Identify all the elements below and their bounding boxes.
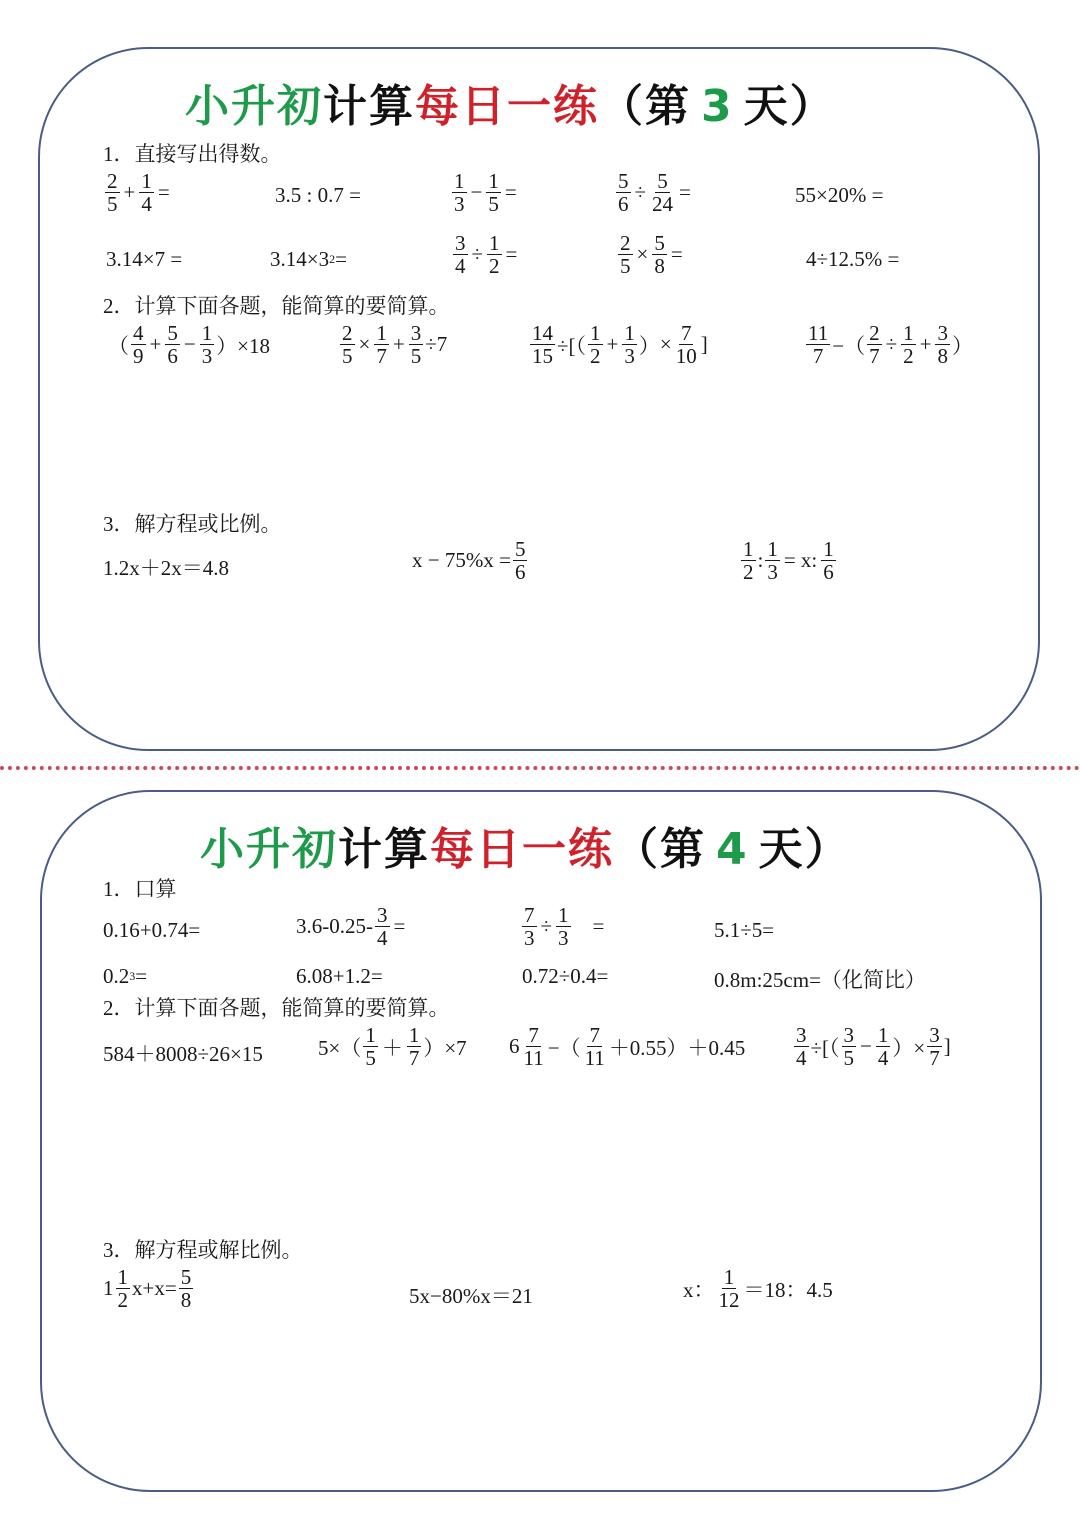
problem: $\frac{7}{3}$ ÷ $\frac{1}{3}$ = [524,903,605,951]
section-heading-1: 1．直接写出得数。 [103,142,282,166]
title-part: 计算 [338,824,430,875]
page-divider [0,766,1080,770]
problem: 0.2 3 = [103,964,148,988]
equation: $\frac{1}{2}$ : $\frac{1}{3}$ = x: $\frac{1}{6}$ [743,537,834,585]
problem: 6.08+1.2= [296,964,383,988]
problem: $\frac{2}{5}$ + $\frac{1}{4}$ = [107,169,170,217]
title-part: 小升初 [200,824,338,875]
section-heading-1: 1．口算 [103,877,177,901]
problem: $\frac{1}{3}$ − $\frac{1}{5}$ = [454,169,517,217]
equation: 5x−80%x＝21 [409,1284,533,1308]
title-part: 小升初 [185,81,323,132]
problem: $\frac{11}{7}$ −（ $\frac{2}{7}$ ÷ $\frac{1}{2}$ + $\frac{3}{8}$ ） [808,321,973,369]
problem: 6 $\frac{7}{11}$ −（ $\frac{7}{11}$ ＋0.55）＋0.45 [509,1023,746,1071]
title-part: 每日一练 [415,81,599,132]
problem: 0.16+0.74= [103,918,201,942]
problem: $\frac{14}{15}$ ÷[（ $\frac{1}{2}$ + $\frac{1}{3}$ ） × $\frac{7}{10}$ ] [532,321,708,369]
title-part: 每日一练 [430,824,614,875]
problem: （ $\frac{4}{9}$ + $\frac{5}{6}$ − $\frac{1}{3}$ ）×18 [108,321,271,369]
problem: 55×20% = [795,183,884,207]
problem: 3.6-0.25- $\frac{3}{4}$ = [296,903,406,951]
title-day-number: 3 [701,81,734,132]
equation: x − 75%x = $\frac{5}{6}$ [412,537,526,585]
equation: 1.2x＋2x＝4.8 [103,556,229,580]
section-heading-3: 3．解方程或解比例。 [103,1238,303,1262]
problem: 3.5 : 0.7 = [275,183,361,207]
page-title-day3 [185,70,836,134]
title-day-number: 4 [716,824,749,875]
page-title-day4 [200,813,851,877]
title-part: （第 [599,81,691,132]
title-part: 天） [743,81,836,132]
equation: 1 $\frac{1}{2}$ x+x= $\frac{5}{8}$ [103,1265,192,1313]
problem: 0.8m:25cm=（化简比） [714,968,926,992]
problem: 5.1÷5= [714,918,775,942]
section-heading-3: 3．解方程或比例。 [103,512,282,536]
section-heading-2: 2．计算下面各题，能简算的要简算。 [103,996,450,1020]
title-part: （第 [614,824,706,875]
problem: 584＋8008÷26×15 [103,1042,263,1066]
problem: 0.72÷0.4= [522,964,609,988]
problem: $\frac{3}{4}$ ÷[（ $\frac{3}{5}$ − $\frac{1}{4}$ ）× $\frac{3}{7}$ ] [796,1023,951,1071]
problem: $\frac{3}{4}$ ÷ $\frac{1}{2}$ = [455,231,518,279]
problem: $\frac{5}{6}$ ÷ $\frac{5}{24}$ = [618,169,691,217]
worksheet-card-day4 [40,790,1042,1492]
problem: $\frac{2}{5}$ × $\frac{5}{8}$ = [620,231,683,279]
equation: x： $\frac{1}{12}$ ＝18：4.5 [683,1265,833,1313]
title-part: 天） [758,824,851,875]
problem: 3.14×7 = [106,247,183,271]
problem: 3.14×3 2 = [270,247,347,271]
problem: 5×（ $\frac{1}{5}$ ＋ $\frac{1}{7}$ ）×7 [318,1023,467,1071]
problem: $\frac{2}{5}$ × $\frac{1}{7}$ + $\frac{3}{5}$ ÷7 [342,321,448,369]
title-part: 计算 [323,81,415,132]
problem: 4÷12.5% = [806,247,900,271]
section-heading-2: 2．计算下面各题，能简算的要简算。 [103,294,450,318]
